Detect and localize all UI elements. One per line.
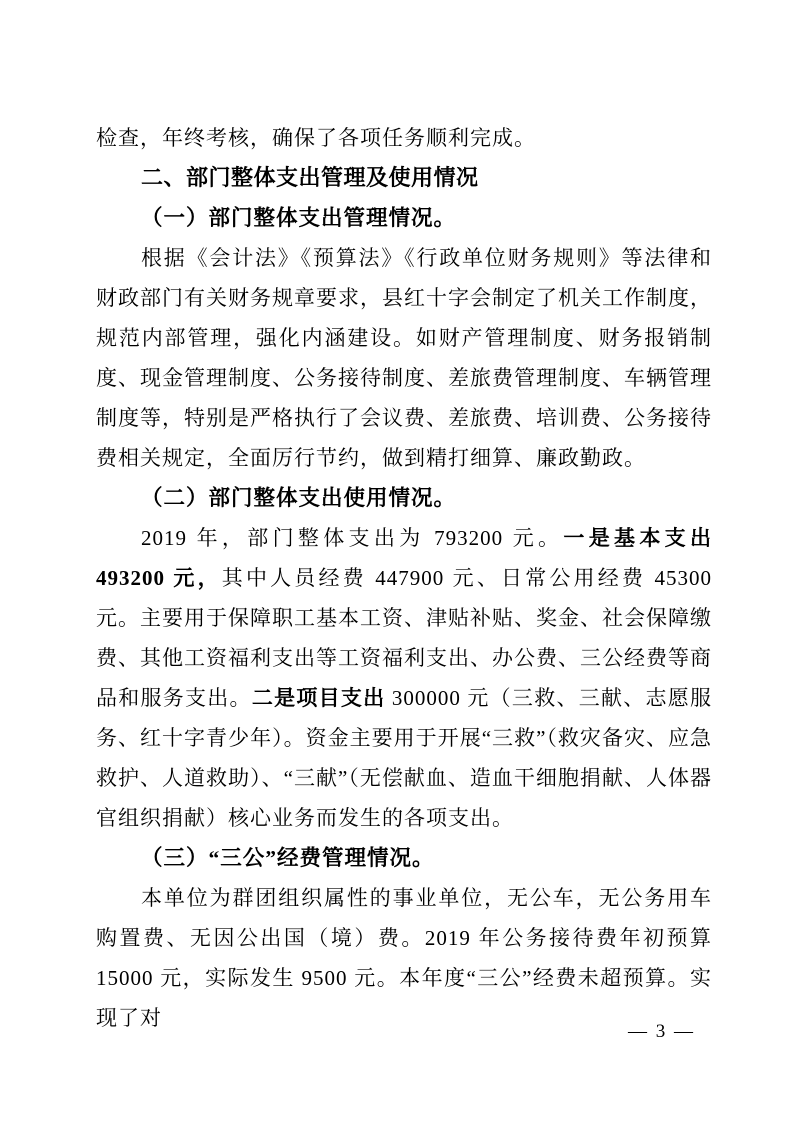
text-run: 其中人员经费 447900 元、日常公用经费 45300 元。主要用于保障职工基本工资、津贴补贴、奖金、社会保障缴费、其他工资福利支出等工资福利支出、办公费、三公经费等商品和服务支出。 [96, 566, 713, 710]
paragraph [96, 518, 712, 838]
section-heading [96, 838, 712, 878]
text-run: 根据《会计法》《预算法》《行政单位财务规则》等法律和财政部门有关财务规章要求，县红十字会制定了机关工作制度，规范内部管理，强化内涵建设。如财产管理制度、财务报销制度、现金管理制度、公务接待制度、差旅费管理制度、车辆管理制度等，特别是严格执行了会议费、差旅费、培训费、公务接待费相关规定，全面厉行节约，做到精打细算、廉政勤政。 [96, 246, 712, 470]
paragraph [96, 118, 712, 158]
section-heading [96, 478, 712, 518]
text-run: 本单位为群团组织属性的事业单位，无公车，无公务用车购置费、无因公出国（境）费。2019 年公务接待费年初预算 15000 元，实际发生 9500 元。本年度“三公”经费未超预算。实现了对 [96, 886, 712, 1030]
emphasis-text-run: 一是基本支出 493200 元， [96, 526, 713, 590]
text-run: 300000 元（三救、三献、志愿服务、红十字青少年）。资金主要用于开展“三救”（救灾备灾、应急救护、人道救助）、“三献”（无偿献血、造血干细胞捐献、人体器官组织捐献）核心业务而发生的各项支出。 [96, 686, 713, 830]
emphasis-text-run: 二是项目支出 [251, 686, 386, 710]
emphasis-text-run: 二、部门整体支出管理及使用情况 [141, 165, 479, 190]
emphasis-text-run: （二）部门整体支出使用情况。 [141, 486, 457, 510]
document-body [96, 118, 712, 1038]
text-run: 检查，年终考核，确保了各项任务顺利完成。 [96, 126, 536, 150]
section-heading [96, 198, 712, 238]
paragraph [96, 238, 712, 478]
emphasis-text-run: （一）部门整体支出管理情况。 [141, 206, 457, 230]
section-heading [96, 158, 712, 198]
emphasis-text-run: （三）“三公”经费管理情况。 [141, 846, 435, 870]
text-run: 2019 年，部门整体支出为 793200 元。 [141, 526, 564, 550]
page-number: — 3 — [628, 1021, 695, 1042]
paragraph [96, 878, 712, 1038]
